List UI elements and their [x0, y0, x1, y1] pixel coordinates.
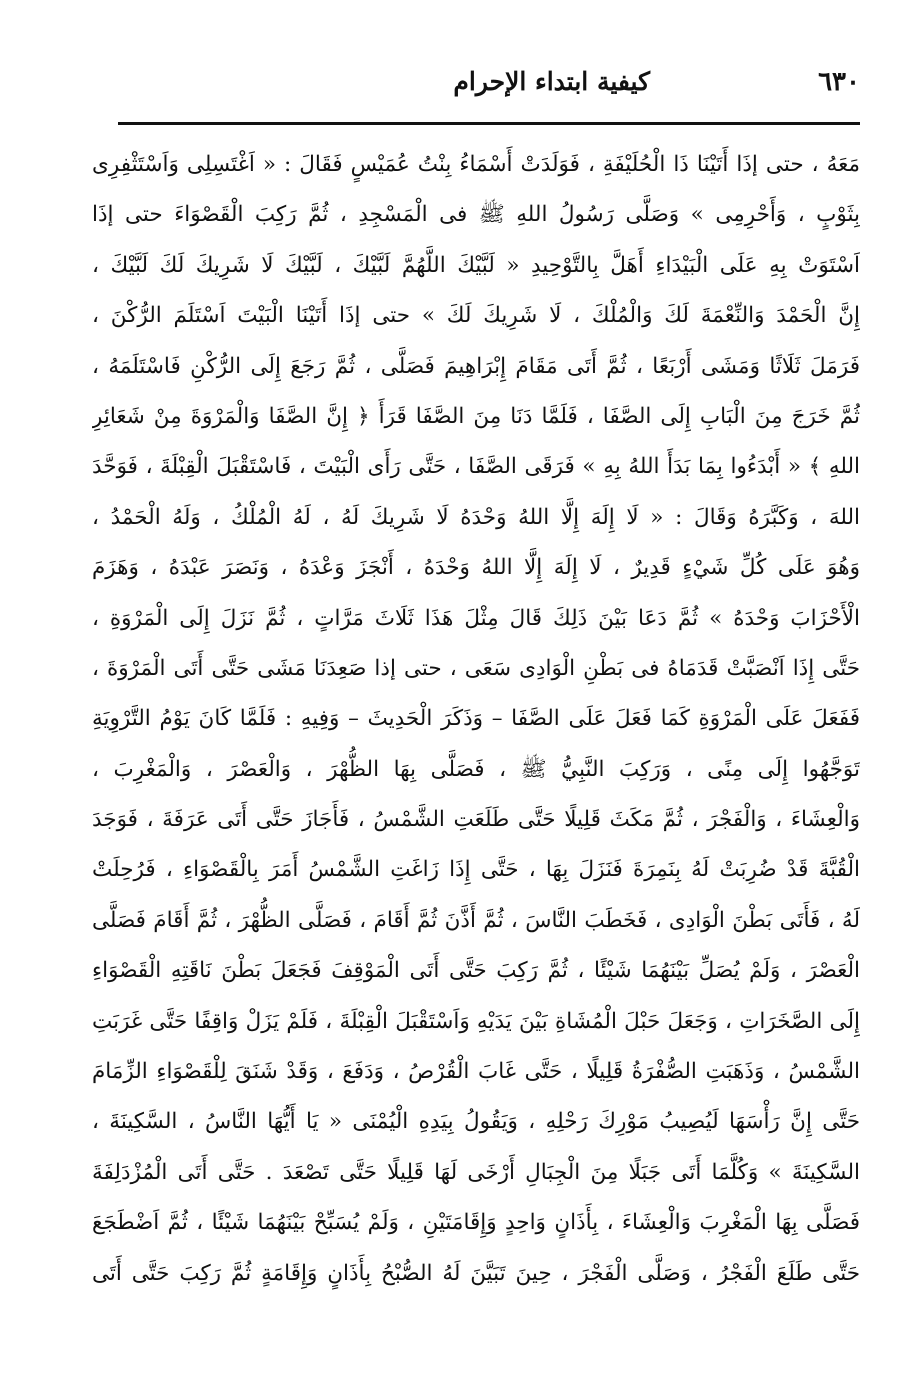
text-line: السَّكِينَةَ » وَكُلَّمَا أَتَى جَبَلًا مِنَ الْجِبَالِ أَرْخَى لَهَا قَلِيلًا حَتَّى تَصْعَدَ . حَتَّى أَتَى الْمُزْدَلِفَةَ — [92, 1159, 860, 1185]
text-line: إِنَّ الْحَمْدَ وَالنِّعْمَةَ لَكَ وَالْمُلْكَ ، لَا شَرِيكَ لَكَ » حتى إذَا أَتَيْنَا الْبَيْتَ اَسْتَلَمَ الرُّكْنَ ، — [92, 303, 860, 329]
header-rule — [118, 122, 860, 125]
page-header — [120, 62, 860, 108]
running-title: كيفية ابتداء الإحرام — [453, 67, 650, 96]
text-line: تَوَجَّهُوا إِلَى مِنًى ، وَرَكِبَ النَّبِيُّ ﷺ ، فَصَلَّى بِهَا الظُّهْرَ ، وَالْعَصْرَ ، وَالْمَغْرِبَ ، — [92, 756, 860, 782]
text-line: إِلَى الصَّخَرَاتِ ، وَجَعَلَ حَبْلَ الْمُشَاةِ بَيْنَ يَدَيْهِ وَاَسْتَقْبَلَ الْقِبْلَةَ ، فَلَمْ يَزَلْ وَاقِفًا حَتَّى غَرَبَتِ — [92, 1008, 860, 1034]
text-line: مَعَهُ ، حتى إذَا أَتَيْنَا ذَا الْحُلَيْفَةِ ، فَوَلَدَتْ أَسْمَاءُ بِنْتُ عُمَيْسٍ فَقَالَ : « اَغْتَسِلِى وَاَسْتَثْفِرِى — [92, 152, 860, 177]
text-line: حَتَّى طَلَعَ الْفَجْرُ ، وَصَلَّى الْفَجْرَ ، حِينَ تَبَيَّنَ لَهُ الصُّبْحُ بِأَذَانٍ وَإِقَامَةٍ ثُمَّ رَكِبَ حَتَّى أَتَى — [92, 1260, 860, 1286]
text-line: الشَّمْسُ ، وَذَهَبَتِ الصُّفْرَةُ قَلِيلًا ، حَتَّى غَابَ الْقُرْصُ ، وَدَفَعَ ، وَقَدْ شَنَقَ لِلْقَصْوَاءِ الزِّمَامَ — [92, 1059, 860, 1085]
text-line: فَفَعَلَ عَلَى الْمَرْوَةِ كَمَا فَعَلَ عَلَى الصَّفَا – وَذَكَرَ الْحَدِيثَ – وَفِيهِ : فَلَمَّا كَانَ يَوْمُ التَّرْوِيَةِ — [92, 706, 860, 732]
text-line: ثُمَّ خَرَجَ مِنَ الْبَابِ إِلَى الصَّفَا ، فَلَمَّا دَنَا مِنَ الصَّفَا قَرَأَ ﴿ إِنَّ الصَّفَا وَالْمَرْوَةَ مِنْ شَعَائِرِ — [92, 403, 860, 429]
page-number: ٦٣٠ — [818, 67, 860, 97]
text-line: وَهُوَ عَلَى كُلِّ شَيْءٍ قَدِيرٌ ، لَا إِلَهَ إِلَّا اللهُ وَحْدَهُ ، أَنْجَزَ وَعْدَهُ ، وَنَصَرَ عَبْدَهُ ، وَهَزَمَ — [92, 555, 860, 581]
text-line: وَالْعِشَاءَ ، وَالْفَجْرَ ، ثُمَّ مَكَثَ قَلِيلًا حَتَّى طَلَعَتِ الشَّمْسُ ، فَأَجَازَ حَتَّى أَتَى عَرَفَةَ ، فَوَجَدَ — [92, 807, 860, 833]
text-line: الْعَصْرَ ، وَلَمْ يُصَلِّ بَيْنَهُمَا شَيْئًا ، ثُمَّ رَكِبَ حَتَّى أَتَى الْمَوْقِفَ فَجَعَلَ بَطْنَ نَاقَتِهِ الْقَصْوَاءِ — [92, 958, 860, 984]
text-line: لَهُ ، فَأَتَى بَطْنَ الْوَادِى ، فَخَطَبَ النَّاسَ ، ثُمَّ أَذَّنَ ثُمَّ أَقَامَ ، فَصَلَّى الظُّهْرَ ، ثُمَّ أَقَامَ فَصَلَّى — [92, 907, 860, 933]
text-line: بِثَوْبٍ ، وَأَحْرِمِى » وَصَلَّى رَسُولُ اللهِ ﷺ فى الْمَسْجِدِ ، ثُمَّ رَكِبَ الْقَصْوَاءَ حتى إذَا — [92, 202, 860, 228]
text-line: الْأَحْزَابَ وَحْدَهُ » ثُمَّ دَعَا بَيْنَ ذَلِكَ قَالَ مِثْلَ هَذَا ثَلَاثَ مَرَّاتٍ ، ثُمَّ نَزَلَ إِلَى الْمَرْوَةِ ، — [92, 605, 860, 631]
text-line: حَتَّى إِذَا اَنْصَبَّتْ قَدَمَاهُ فى بَطْنِ الْوَادِى سَعَى ، حتى إذا صَعِدَنَا مَشَى حَتَّى أَتَى الْمَرْوَةَ ، — [92, 655, 860, 681]
text-line: اَسْتَوَتْ بِهِ عَلَى الْبَيْدَاءِ أَهَلَّ بِالتَّوْحِيدِ « لَبَّيْكَ اللَّهُمَّ لَبَّيْكَ ، لَبَّيْكَ لَا شَرِيكَ لَكَ لَبَّيْكَ ، — [92, 252, 860, 278]
text-line: حَتَّى إِنَّ رَأْسَهَا لَيُصِيبُ مَوْرِكَ رَحْلِهِ ، وَيَقُولُ بِيَدِهِ الْيُمْنَى « يَا أَيُّهَا النَّاسُ ، السَّكِينَةَ ، — [92, 1109, 860, 1135]
text-line: فَصَلَّى بِهَا الْمَغْرِبَ وَالْعِشَاءَ ، بِأَذَانٍ وَاحِدٍ وَإِقَامَتَيْنِ ، وَلَمْ يُسَبِّحْ بَيْنَهُمَا شَيْئًا ، ثُمَّ اَضْطَجَعَ — [92, 1210, 860, 1236]
text-line: اللهَ ، وَكَبَّرَهُ وَقَالَ : « لَا إِلَهَ إِلَّا اللهُ وَحْدَهُ لَا شَرِيكَ لَهُ ، لَهُ الْمُلْكُ ، وَلَهُ الْحَمْدُ ، — [92, 504, 860, 530]
text-line: اللهِ ﴾ « أَبْدَءُوا بِمَا بَدَأَ اللهُ بِهِ » فَرَقَى الصَّفَا ، حَتَّى رَأَى الْبَيْتَ ، فَاسْتَقْبَلَ الْقِبْلَةَ ، فَوَحَّدَ — [92, 454, 860, 480]
text-line: الْقُبَّةَ قَدْ ضُرِبَتْ لَهُ بِنَمِرَةَ فَنَزَلَ بِهَا ، حَتَّى إِذَا زَاغَتِ الشَّمْسُ أَمَرَ بِالْقَصْوَاءِ ، فَرُحِلَتْ — [92, 857, 860, 883]
text-line: فَرَمَلَ ثَلَاثًا وَمَشَى أَرْبَعًا ، ثُمَّ أَتَى مَقَامَ إِبْرَاهِيمَ فَصَلَّى ، ثُمَّ رَجَعَ إِلَى الرُّكْنِ فَاسْتَلَمَهُ ، — [92, 353, 860, 379]
body-text — [92, 140, 860, 1299]
